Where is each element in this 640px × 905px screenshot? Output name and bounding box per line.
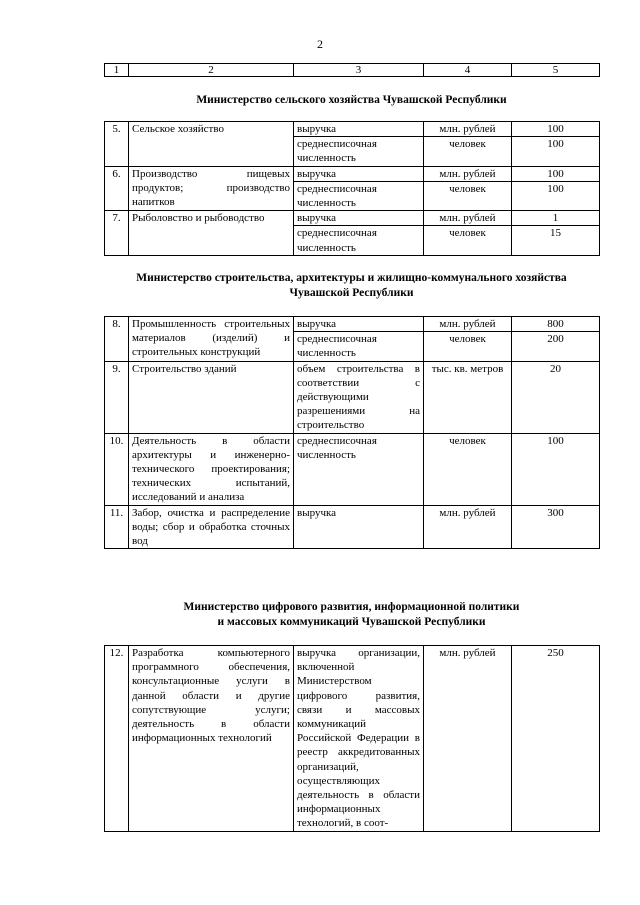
value-cell: 250: [512, 646, 600, 832]
table-header: [104, 63, 600, 77]
activity-cell: Забор, очистка и распределение воды; сбор и обработка сточных вод: [129, 505, 294, 549]
ministry-title-line: Министерство сельского хозяйства Чувашской Республики: [196, 94, 507, 106]
unit-cell: тыс. кв. метров: [424, 361, 512, 433]
table-row: [105, 361, 600, 433]
unit-cell: человек: [424, 181, 512, 210]
activity-cell: Разработка компьютерного программного обеспечения, консультационные услуги в данной области и другие сопутствующие услуги; деятельность в области информационных технологий: [129, 646, 294, 832]
ministry-title-line: Министерство строительства, архитектуры и жилищно-коммунального хозяйства: [136, 272, 567, 284]
value-cell: 100: [512, 433, 600, 505]
ministry-title: [104, 271, 599, 300]
header-cell: 2: [129, 64, 294, 77]
table-row: [105, 433, 600, 505]
row-number: 9.: [105, 361, 129, 433]
unit-cell: млн. рублей: [424, 211, 512, 226]
indicator-cell: выручка: [294, 317, 424, 332]
indicator-cell: выручка организации, включенной Министерством цифрового развития, связи и массовых коммуникаций Российской Федерации в реестр аккредитованных организаций, осуществляющих деятельность в области информационных технологий, в соот-: [294, 646, 424, 832]
unit-cell: млн. рублей: [424, 646, 512, 832]
section-table: [104, 316, 600, 549]
indicator-cell: среднесписочная численность: [294, 332, 424, 361]
activity-cell: Сельское хозяйство: [129, 122, 294, 167]
unit-cell: человек: [424, 332, 512, 361]
row-number: 11.: [105, 505, 129, 549]
indicator-cell: выручка: [294, 505, 424, 549]
value-cell: 100: [512, 181, 600, 210]
value-cell: 800: [512, 317, 600, 332]
indicator-cell: объем строительства в соответствии с действующими разрешениями на строительство: [294, 361, 424, 433]
table-header-row: [105, 64, 600, 77]
table-row: [105, 211, 600, 226]
activity-cell: Строительство зданий: [129, 361, 294, 433]
activity-cell: Деятельность в области архитектуры и инженерно-технического проектирования; технических испытаний, исследований и анализа: [129, 433, 294, 505]
row-number: 10.: [105, 433, 129, 505]
indicator-cell: среднесписочная численность: [294, 181, 424, 210]
value-cell: 20: [512, 361, 600, 433]
unit-cell: млн. рублей: [424, 317, 512, 332]
header-cell: 3: [294, 64, 424, 77]
unit-cell: человек: [424, 433, 512, 505]
value-cell: 100: [512, 122, 600, 137]
unit-cell: млн. рублей: [424, 505, 512, 549]
page-number: 2: [317, 37, 323, 51]
unit-cell: человек: [424, 137, 512, 166]
table-row: [105, 505, 600, 549]
row-number: 5.: [105, 122, 129, 167]
indicator-cell: выручка: [294, 122, 424, 137]
unit-cell: млн. рублей: [424, 122, 512, 137]
row-number: 6.: [105, 166, 129, 211]
header-cell: 1: [105, 64, 129, 77]
ministry-title: [104, 93, 599, 108]
indicator-cell: выручка: [294, 166, 424, 181]
indicator-cell: выручка: [294, 211, 424, 226]
ministry-title-line: и массовых коммуникаций Чувашской Республики: [217, 615, 486, 628]
activity-cell: Рыболовство и рыбоводство: [129, 211, 294, 256]
row-number: 7.: [105, 211, 129, 256]
activity-cell: Промышленность строительных материалов (изделий) и строительных конструкций: [129, 317, 294, 362]
header-cell: 4: [424, 64, 512, 77]
table-row: [105, 122, 600, 137]
section-table: [104, 645, 600, 832]
value-cell: 200: [512, 332, 600, 361]
table-row: [105, 646, 600, 832]
value-cell: 1: [512, 211, 600, 226]
unit-cell: человек: [424, 226, 512, 255]
table-row: [105, 166, 600, 181]
value-cell: 300: [512, 505, 600, 549]
activity-cell: Производство пищевых продуктов; производство напитков: [129, 166, 294, 211]
row-number: 12.: [105, 646, 129, 832]
value-cell: 100: [512, 137, 600, 166]
value-cell: 100: [512, 166, 600, 181]
section-table: [104, 121, 600, 256]
ministry-title: [104, 600, 599, 629]
ministry-title-line: Чувашской Республики: [289, 286, 414, 299]
ministry-title-line: Министерство цифрового развития, информационной политики: [183, 601, 520, 613]
value-cell: 15: [512, 226, 600, 255]
header-cell: 5: [512, 64, 600, 77]
indicator-cell: среднесписочная численность: [294, 433, 424, 505]
unit-cell: млн. рублей: [424, 166, 512, 181]
indicator-cell: среднесписочная численность: [294, 137, 424, 166]
indicator-cell: среднесписочная численность: [294, 226, 424, 255]
table-row: [105, 317, 600, 332]
row-number: 8.: [105, 317, 129, 362]
